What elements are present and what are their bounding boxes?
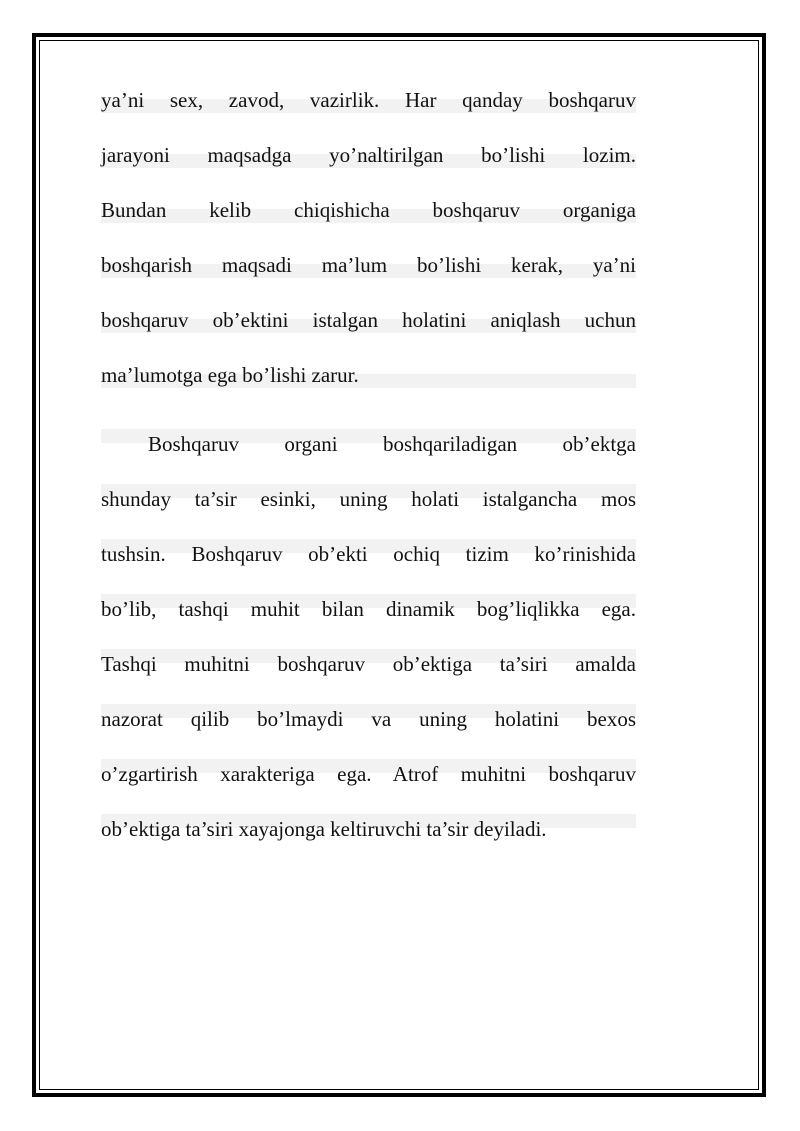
text-line: jarayoni maqsadga yo’naltirilgan bo’lishi lozim. — [101, 143, 636, 167]
text-line: tushsin. Boshqaruv ob’ekti ochiq tizim ko’rinishida — [101, 542, 636, 566]
text-line: o’zgartirish xarakteriga ega. Atrof muhitni boshqaruv — [101, 762, 636, 786]
text-line: boshqaruv ob’ektini istalgan holatini aniqlash uchun — [101, 308, 636, 332]
paragraph-spacer — [101, 403, 636, 417]
paragraph-1 — [101, 73, 636, 403]
text-line: Tashqi muhitni boshqaruv ob’ektiga ta’siri amalda — [101, 652, 636, 676]
text-line: shunday ta’sir esinki, uning holati istalgancha mos — [101, 487, 636, 511]
text-line: Bundan kelib chiqishicha boshqaruv organiga — [101, 198, 636, 222]
text-line: bo’lib, tashqi muhit bilan dinamik bog’liqlikka ega. — [101, 597, 636, 621]
text-line: ya’ni sex, zavod, vazirlik. Har qanday boshqaruv — [101, 88, 636, 112]
text-line: ma’lumotga ega bo’lishi zarur. — [101, 363, 359, 387]
text-line: Boshqaruv organi boshqariladigan ob’ektga — [148, 432, 636, 456]
paragraph-2 — [101, 417, 636, 857]
text-line: nazorat qilib bo’lmaydi va uning holatini bexos — [101, 707, 636, 731]
document-body — [101, 73, 636, 857]
text-line: ob’ektiga ta’siri xayajonga keltiruvchi ta’sir deyiladi. — [101, 817, 547, 841]
text-line: boshqarish maqsadi ma’lum bo’lishi kerak, ya’ni — [101, 253, 636, 277]
